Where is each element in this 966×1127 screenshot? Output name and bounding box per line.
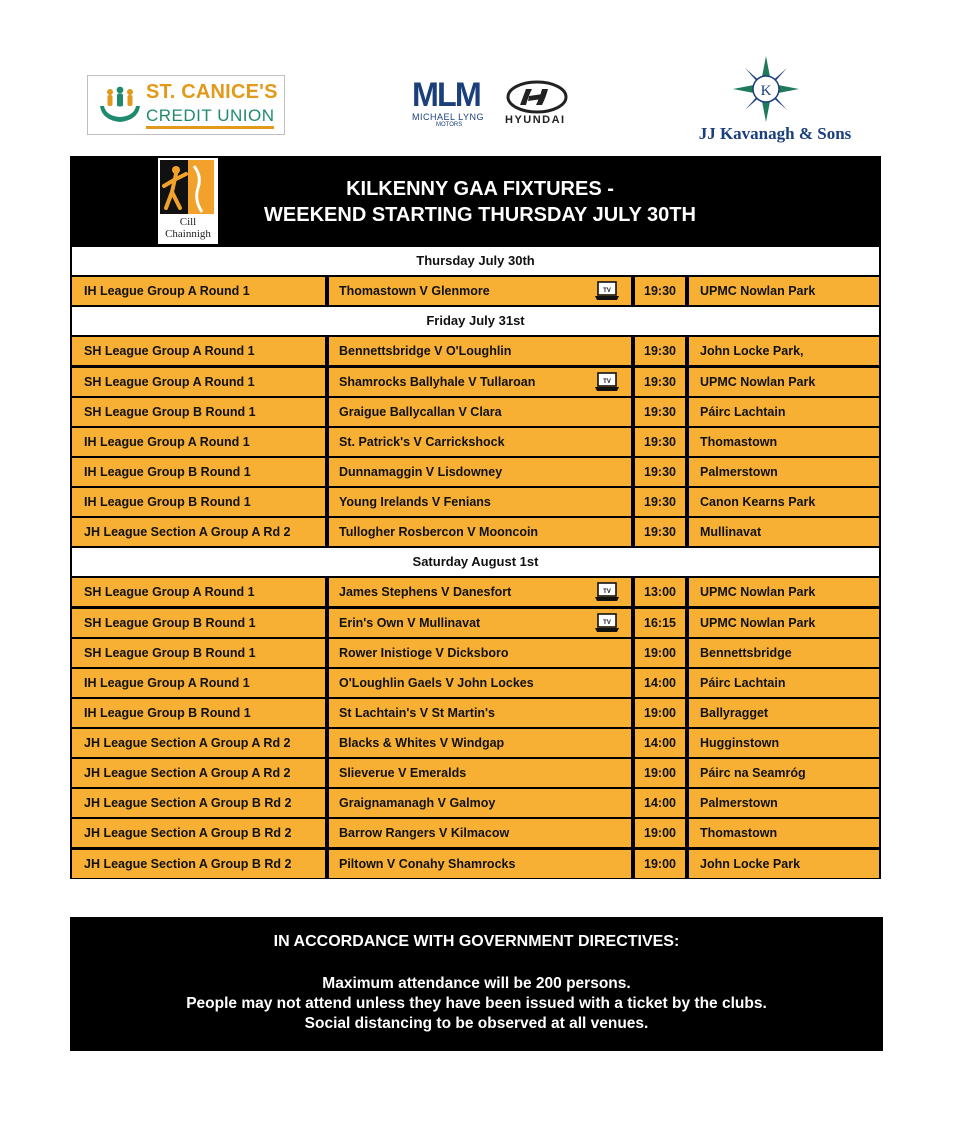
fixture-match-text: O'Loughlin Gaels V John Lockes bbox=[339, 675, 534, 690]
fixture-match bbox=[329, 759, 631, 787]
fixture-time: 19:00 bbox=[635, 850, 685, 878]
fixtures-board bbox=[70, 156, 881, 879]
fixture-row bbox=[72, 850, 879, 878]
tv-broadcast-icon bbox=[594, 613, 620, 634]
fixture-match bbox=[329, 609, 631, 637]
fixture-match bbox=[329, 518, 631, 546]
hurler-icon bbox=[158, 158, 218, 216]
fixture-row bbox=[72, 488, 879, 516]
fixture-venue: UPMC Nowlan Park bbox=[689, 578, 879, 606]
title-line-2: WEEKEND STARTING THURSDAY JULY 30TH bbox=[264, 204, 696, 226]
fixture-match-text: James Stephens V Danesfort bbox=[339, 585, 512, 600]
fixture-match-text: Thomastown V Glenmore bbox=[339, 284, 490, 299]
crest-chainnigh: Chainnigh bbox=[165, 228, 211, 240]
fixture-venue: Canon Kearns Park bbox=[689, 488, 879, 516]
fixture-venue: Páirc na Seamróg bbox=[689, 759, 879, 787]
fixture-row bbox=[72, 729, 879, 757]
fixture-venue: Hugginstown bbox=[689, 729, 879, 757]
fixture-match bbox=[329, 488, 631, 516]
tv-broadcast-icon bbox=[594, 582, 620, 603]
fixture-time: 19:30 bbox=[635, 337, 685, 365]
fixture-time: 14:00 bbox=[635, 729, 685, 757]
fixture-competition: SH League Group B Round 1 bbox=[72, 639, 325, 667]
fixture-match bbox=[329, 819, 631, 847]
fixture-row bbox=[72, 819, 879, 847]
fixture-row bbox=[72, 639, 879, 667]
fixture-match bbox=[329, 428, 631, 456]
fixture-match-text: Shamrocks Ballyhale V Tullaroan bbox=[339, 374, 536, 389]
fixture-time: 19:30 bbox=[635, 428, 685, 456]
fixture-competition: SH League Group B Round 1 bbox=[72, 398, 325, 426]
fixture-row bbox=[72, 458, 879, 486]
svg-text:TV: TV bbox=[603, 378, 611, 385]
fixture-venue: Palmerstown bbox=[689, 458, 879, 486]
fixture-match bbox=[329, 368, 631, 396]
fixture-match-text: St Lachtain's V St Martin's bbox=[339, 705, 495, 720]
kavanagh-letter: K bbox=[760, 83, 772, 99]
fixture-row bbox=[72, 699, 879, 727]
fixture-row bbox=[72, 428, 879, 456]
fixture-match bbox=[329, 458, 631, 486]
fixture-time: 19:30 bbox=[635, 368, 685, 396]
fixture-match-text: Dunnamaggin V Lisdowney bbox=[339, 464, 503, 479]
st-canices-credit-union-logo bbox=[87, 75, 285, 135]
notice-heading: IN ACCORDANCE WITH GOVERNMENT DIRECTIVES: bbox=[273, 933, 680, 950]
fixture-match bbox=[329, 337, 631, 365]
fixture-competition: JH League Section A Group B Rd 2 bbox=[72, 789, 325, 817]
tv-broadcast-icon bbox=[594, 372, 620, 393]
fixture-competition: JH League Section A Group A Rd 2 bbox=[72, 729, 325, 757]
tv-broadcast-icon bbox=[594, 281, 620, 302]
fixture-time: 13:00 bbox=[635, 578, 685, 606]
jj-kavanagh-logo bbox=[690, 52, 860, 147]
svg-text:TV: TV bbox=[603, 589, 611, 596]
fixture-venue: Ballyragget bbox=[689, 699, 879, 727]
fixture-competition: SH League Group A Round 1 bbox=[72, 368, 325, 396]
fixture-time: 19:30 bbox=[635, 488, 685, 516]
fixture-match-text: Graigue Ballycallan V Clara bbox=[339, 404, 502, 419]
svg-text:TV: TV bbox=[603, 619, 611, 626]
credit-union-underline bbox=[146, 126, 274, 129]
fixture-match-text: St. Patrick's V Carrickshock bbox=[339, 434, 505, 449]
fixture-venue: UPMC Nowlan Park bbox=[689, 368, 879, 396]
fixture-venue: UPMC Nowlan Park bbox=[689, 609, 879, 637]
fixture-competition: JH League Section A Group B Rd 2 bbox=[72, 850, 325, 878]
fixture-competition: IH League Group A Round 1 bbox=[72, 428, 325, 456]
fixture-competition: SH League Group A Round 1 bbox=[72, 337, 325, 365]
fixture-row bbox=[72, 759, 879, 787]
fixture-venue: Bennettsbridge bbox=[689, 639, 879, 667]
credit-union-subtitle: CREDIT UNION bbox=[146, 106, 275, 125]
hyundai-emblem-icon bbox=[506, 80, 568, 114]
fixture-competition: IH League Group A Round 1 bbox=[72, 669, 325, 697]
fixture-time: 19:30 bbox=[635, 458, 685, 486]
fixture-row bbox=[72, 337, 879, 365]
day-header: Thursday July 30th bbox=[72, 247, 879, 275]
day-header: Saturday August 1st bbox=[72, 548, 879, 576]
fixture-time: 19:00 bbox=[635, 759, 685, 787]
fixture-time: 19:00 bbox=[635, 699, 685, 727]
notice-line: Social distancing to be observed at all venues. bbox=[304, 1015, 649, 1032]
fixture-row bbox=[72, 669, 879, 697]
michael-lyng-motors-logo bbox=[412, 76, 572, 136]
government-directives-notice bbox=[70, 917, 883, 1051]
fixture-competition: JH League Section A Group B Rd 2 bbox=[72, 819, 325, 847]
fixture-match bbox=[329, 398, 631, 426]
fixture-venue: John Locke Park, bbox=[689, 337, 879, 365]
fixture-competition: SH League Group B Round 1 bbox=[72, 609, 325, 637]
fixture-venue: John Locke Park bbox=[689, 850, 879, 878]
fixture-venue: Thomastown bbox=[689, 819, 879, 847]
fixture-competition: IH League Group B Round 1 bbox=[72, 488, 325, 516]
fixture-match-text: Blacks & Whites V Windgap bbox=[339, 736, 505, 751]
fixture-match bbox=[329, 669, 631, 697]
day-header: Friday July 31st bbox=[72, 307, 879, 335]
credit-union-name: ST. CANICE'S bbox=[146, 81, 278, 103]
family-hands-icon bbox=[98, 84, 142, 124]
fixture-time: 14:00 bbox=[635, 669, 685, 697]
kilkenny-gaa-crest bbox=[158, 158, 218, 244]
compass-icon bbox=[733, 56, 799, 122]
fixture-match-text: Rower Inistioge V Dicksboro bbox=[339, 645, 509, 660]
fixture-row bbox=[72, 398, 879, 426]
fixture-match-text: Barrow Rangers V Kilmacow bbox=[339, 826, 510, 841]
fixture-match bbox=[329, 277, 631, 305]
mlm-brand: MLM bbox=[412, 76, 480, 114]
fixture-venue: Palmerstown bbox=[689, 789, 879, 817]
fixture-row bbox=[72, 368, 879, 396]
fixture-competition: JH League Section A Group A Rd 2 bbox=[72, 759, 325, 787]
fixture-competition: IH League Group B Round 1 bbox=[72, 699, 325, 727]
fixture-venue: Páirc Lachtain bbox=[689, 398, 879, 426]
mlm-motors: MOTORS bbox=[436, 122, 463, 128]
notice-line: People may not attend unless they have been issued with a ticket by the clubs. bbox=[186, 995, 767, 1012]
fixture-match-text: Erin's Own V Mullinavat bbox=[339, 615, 481, 630]
fixtures-header bbox=[70, 156, 881, 246]
fixture-match bbox=[329, 850, 631, 878]
hyundai-wordmark: HYUNDAI bbox=[505, 114, 566, 126]
fixture-venue: Thomastown bbox=[689, 428, 879, 456]
fixture-match-text: Graignamanagh V Galmoy bbox=[339, 796, 496, 811]
fixture-row bbox=[72, 789, 879, 817]
fixture-match-text: Piltown V Conahy Shamrocks bbox=[339, 856, 516, 871]
page-title bbox=[210, 176, 750, 228]
fixture-row bbox=[72, 609, 879, 637]
fixture-match bbox=[329, 699, 631, 727]
fixture-competition: IH League Group B Round 1 bbox=[72, 458, 325, 486]
crest-cill: Cill bbox=[179, 216, 197, 228]
fixture-match-text: Young Irelands V Fenians bbox=[339, 495, 491, 510]
fixture-row bbox=[72, 277, 879, 305]
fixture-venue: Páirc Lachtain bbox=[689, 669, 879, 697]
fixture-match bbox=[329, 789, 631, 817]
fixture-competition: JH League Section A Group A Rd 2 bbox=[72, 518, 325, 546]
fixture-competition: IH League Group A Round 1 bbox=[72, 277, 325, 305]
fixture-match-text: Bennettsbridge V O'Loughlin bbox=[339, 344, 512, 359]
fixture-match bbox=[329, 729, 631, 757]
crest-caption bbox=[158, 216, 218, 240]
fixture-time: 19:00 bbox=[635, 819, 685, 847]
fixture-time: 19:00 bbox=[635, 639, 685, 667]
svg-text:TV: TV bbox=[603, 288, 611, 295]
fixture-time: 14:00 bbox=[635, 789, 685, 817]
mlm-subtitle: MICHAEL LYNG bbox=[412, 112, 485, 122]
kavanagh-name: JJ Kavanagh & Sons bbox=[698, 124, 852, 143]
fixture-row bbox=[72, 518, 879, 546]
fixture-time: 19:30 bbox=[635, 518, 685, 546]
fixture-match bbox=[329, 578, 631, 606]
fixture-venue: Mullinavat bbox=[689, 518, 879, 546]
fixture-competition: SH League Group A Round 1 bbox=[72, 578, 325, 606]
title-line-1: KILKENNY GAA FIXTURES - bbox=[346, 178, 614, 200]
fixture-time: 19:30 bbox=[635, 277, 685, 305]
notice-line: Maximum attendance will be 200 persons. bbox=[322, 975, 631, 992]
fixture-venue: UPMC Nowlan Park bbox=[689, 277, 879, 305]
fixture-match-text: Tullogher Rosbercon V Mooncoin bbox=[339, 525, 539, 540]
fixture-time: 16:15 bbox=[635, 609, 685, 637]
fixture-time: 19:30 bbox=[635, 398, 685, 426]
fixture-row bbox=[72, 578, 879, 606]
fixture-match bbox=[329, 639, 631, 667]
fixture-match-text: Slieverue V Emeralds bbox=[339, 766, 467, 781]
